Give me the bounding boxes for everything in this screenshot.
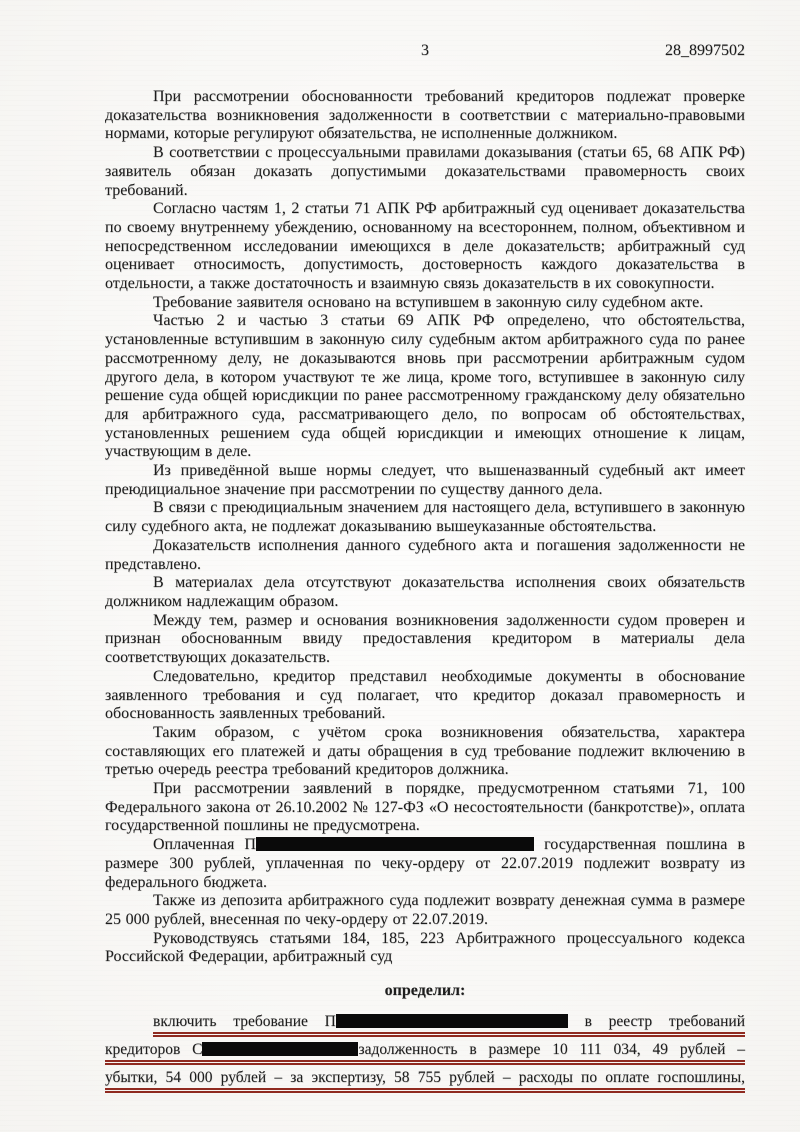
redaction-box bbox=[256, 837, 534, 851]
paragraph: Частью 2 и частью 3 статьи 69 АПК РФ определено, что обстоятельства, установленные вступившим в законную силу судебным актом арбитражного суда по ранее рассмотренному делу, не доказываются вновь при рассмотрении арбитражным судом другого дела, в котором участвуют те же лица, кроме того, вступившее в законную силу решение суда общей юрисдикции по ранее рассмотренному гражданскому делу обязательно для арбитражного суда, рассматривающего дело, по вопросам об обстоятельствах, установленных решением суда общей юрисдикции и имеющих отношение к лицам, участвующим в деле. bbox=[105, 312, 745, 461]
paragraph: Доказательств исполнения данного судебного акта и погашения задолженности не представлено. bbox=[105, 536, 745, 573]
ruling-line bbox=[105, 1012, 745, 1037]
paragraph: В связи с преюдициальным значением для настоящего дела, вступившего в законную силу судебного акта, не подлежат доказыванию вышеуказанные обстоятельства. bbox=[105, 499, 745, 536]
ruling-text: в реестр требований bbox=[584, 1013, 745, 1031]
paragraph: Таким образом, с учётом срока возникновения обязательства, характера составляющих его платежей и даты обращения в суд требование подлежит включению в третью очередь реестра требований кредиторов должника. bbox=[105, 723, 745, 779]
ruling-text: включить требование П bbox=[153, 1013, 336, 1031]
paragraph: Следовательно, кредитор представил необходимые документы в обоснование заявленного требования и суд полагает, что кредитор доказал правомерность и обоснованность заявленных требований. bbox=[105, 667, 745, 723]
ruling-text: кредиторов С bbox=[105, 1041, 203, 1059]
paragraph: В материалах дела отсутствуют доказательства исполнения своих обязательств должником надлежащим образом. bbox=[105, 574, 745, 610]
redaction-box bbox=[336, 1014, 568, 1028]
ruling-heading: определил: bbox=[384, 982, 466, 1000]
paragraph-text: Оплаченная П bbox=[153, 836, 256, 854]
page-number: 3 bbox=[421, 42, 429, 59]
paragraph: Между тем, размер и основания возникновения задолженности судом проверен и признан обоснованным ввиду предоставления кредитором в материалы дела соответствующих доказательств. bbox=[105, 611, 745, 667]
redaction-box bbox=[202, 1042, 358, 1056]
ruling-line bbox=[105, 1068, 745, 1093]
document-body bbox=[105, 88, 745, 1093]
ruling-text: задолженность в размере 10 111 034, 49 рублей – bbox=[358, 1041, 745, 1059]
paragraph: Также из депозита арбитражного суда подлежит возврату денежная сумма в размере 25 000 рублей, внесенная по чеку-ордеру от 22.07.2019. bbox=[105, 892, 745, 928]
paragraph: В соответствии с процессуальными правилами доказывания (статьи 65, 68 АПК РФ) заявитель обязан доказать допустимыми доказательствами правомерность своих требований. bbox=[105, 144, 745, 199]
document-id: 28_8997502 bbox=[665, 42, 745, 59]
red-underlined-line: убытки, 54 000 рублей – за экспертизу, 58 755 рублей – расходы по оплате госпошлины, bbox=[105, 1068, 745, 1093]
paragraph: Руководствуясь статьями 184, 185, 223 Арбитражного процессуального кодекса Российской Федерации, арбитражный суд bbox=[105, 929, 745, 966]
paragraph: Требование заявителя основано на вступившем в законную силу судебном акте. bbox=[153, 293, 704, 311]
red-underlined-line bbox=[105, 1040, 745, 1065]
page-header bbox=[105, 42, 745, 62]
paragraph-text: государственная пошлина в размере 300 рублей, уплаченная по чеку-ордеру от 22.07.2019 подлежит возврату из федерального бюджета. bbox=[105, 836, 745, 891]
paragraph: Согласно частям 1, 2 статьи 71 АПК РФ арбитражный суд оценивает доказательства по своему внутреннему убеждению, основанному на всестороннем, полном, объективном и непосредственном исследовании имеющихся в деле доказательств; арбитражный суд оценивает относимость, допустимость, достоверность каждого доказательства в отдельности, а также достаточность и взаимную связь доказательств в их совокупности. bbox=[105, 200, 745, 293]
red-underlined-line bbox=[153, 1012, 745, 1037]
paragraph-redacted bbox=[105, 836, 745, 892]
paragraph: Из приведённой выше нормы следует, что вышеназванный судебный акт имеет преюдициальное значение при рассмотрении по существу данного дела. bbox=[105, 462, 745, 498]
ruling-line bbox=[105, 1040, 745, 1065]
paragraph: При рассмотрении обоснованности требований кредиторов подлежат проверке доказательства возникновения задолженности в соответствии с материально-правовыми нормами, которые регулируют обязательства, не исполненные должником. bbox=[105, 88, 745, 143]
paragraph: При рассмотрении заявлений в порядке, предусмотренном статьями 71, 100 Федерального закона от 26.10.2002 № 127-ФЗ «О несостоятельности (банкротстве)», оплата государственной пошлины не предусмотрена. bbox=[105, 780, 745, 835]
